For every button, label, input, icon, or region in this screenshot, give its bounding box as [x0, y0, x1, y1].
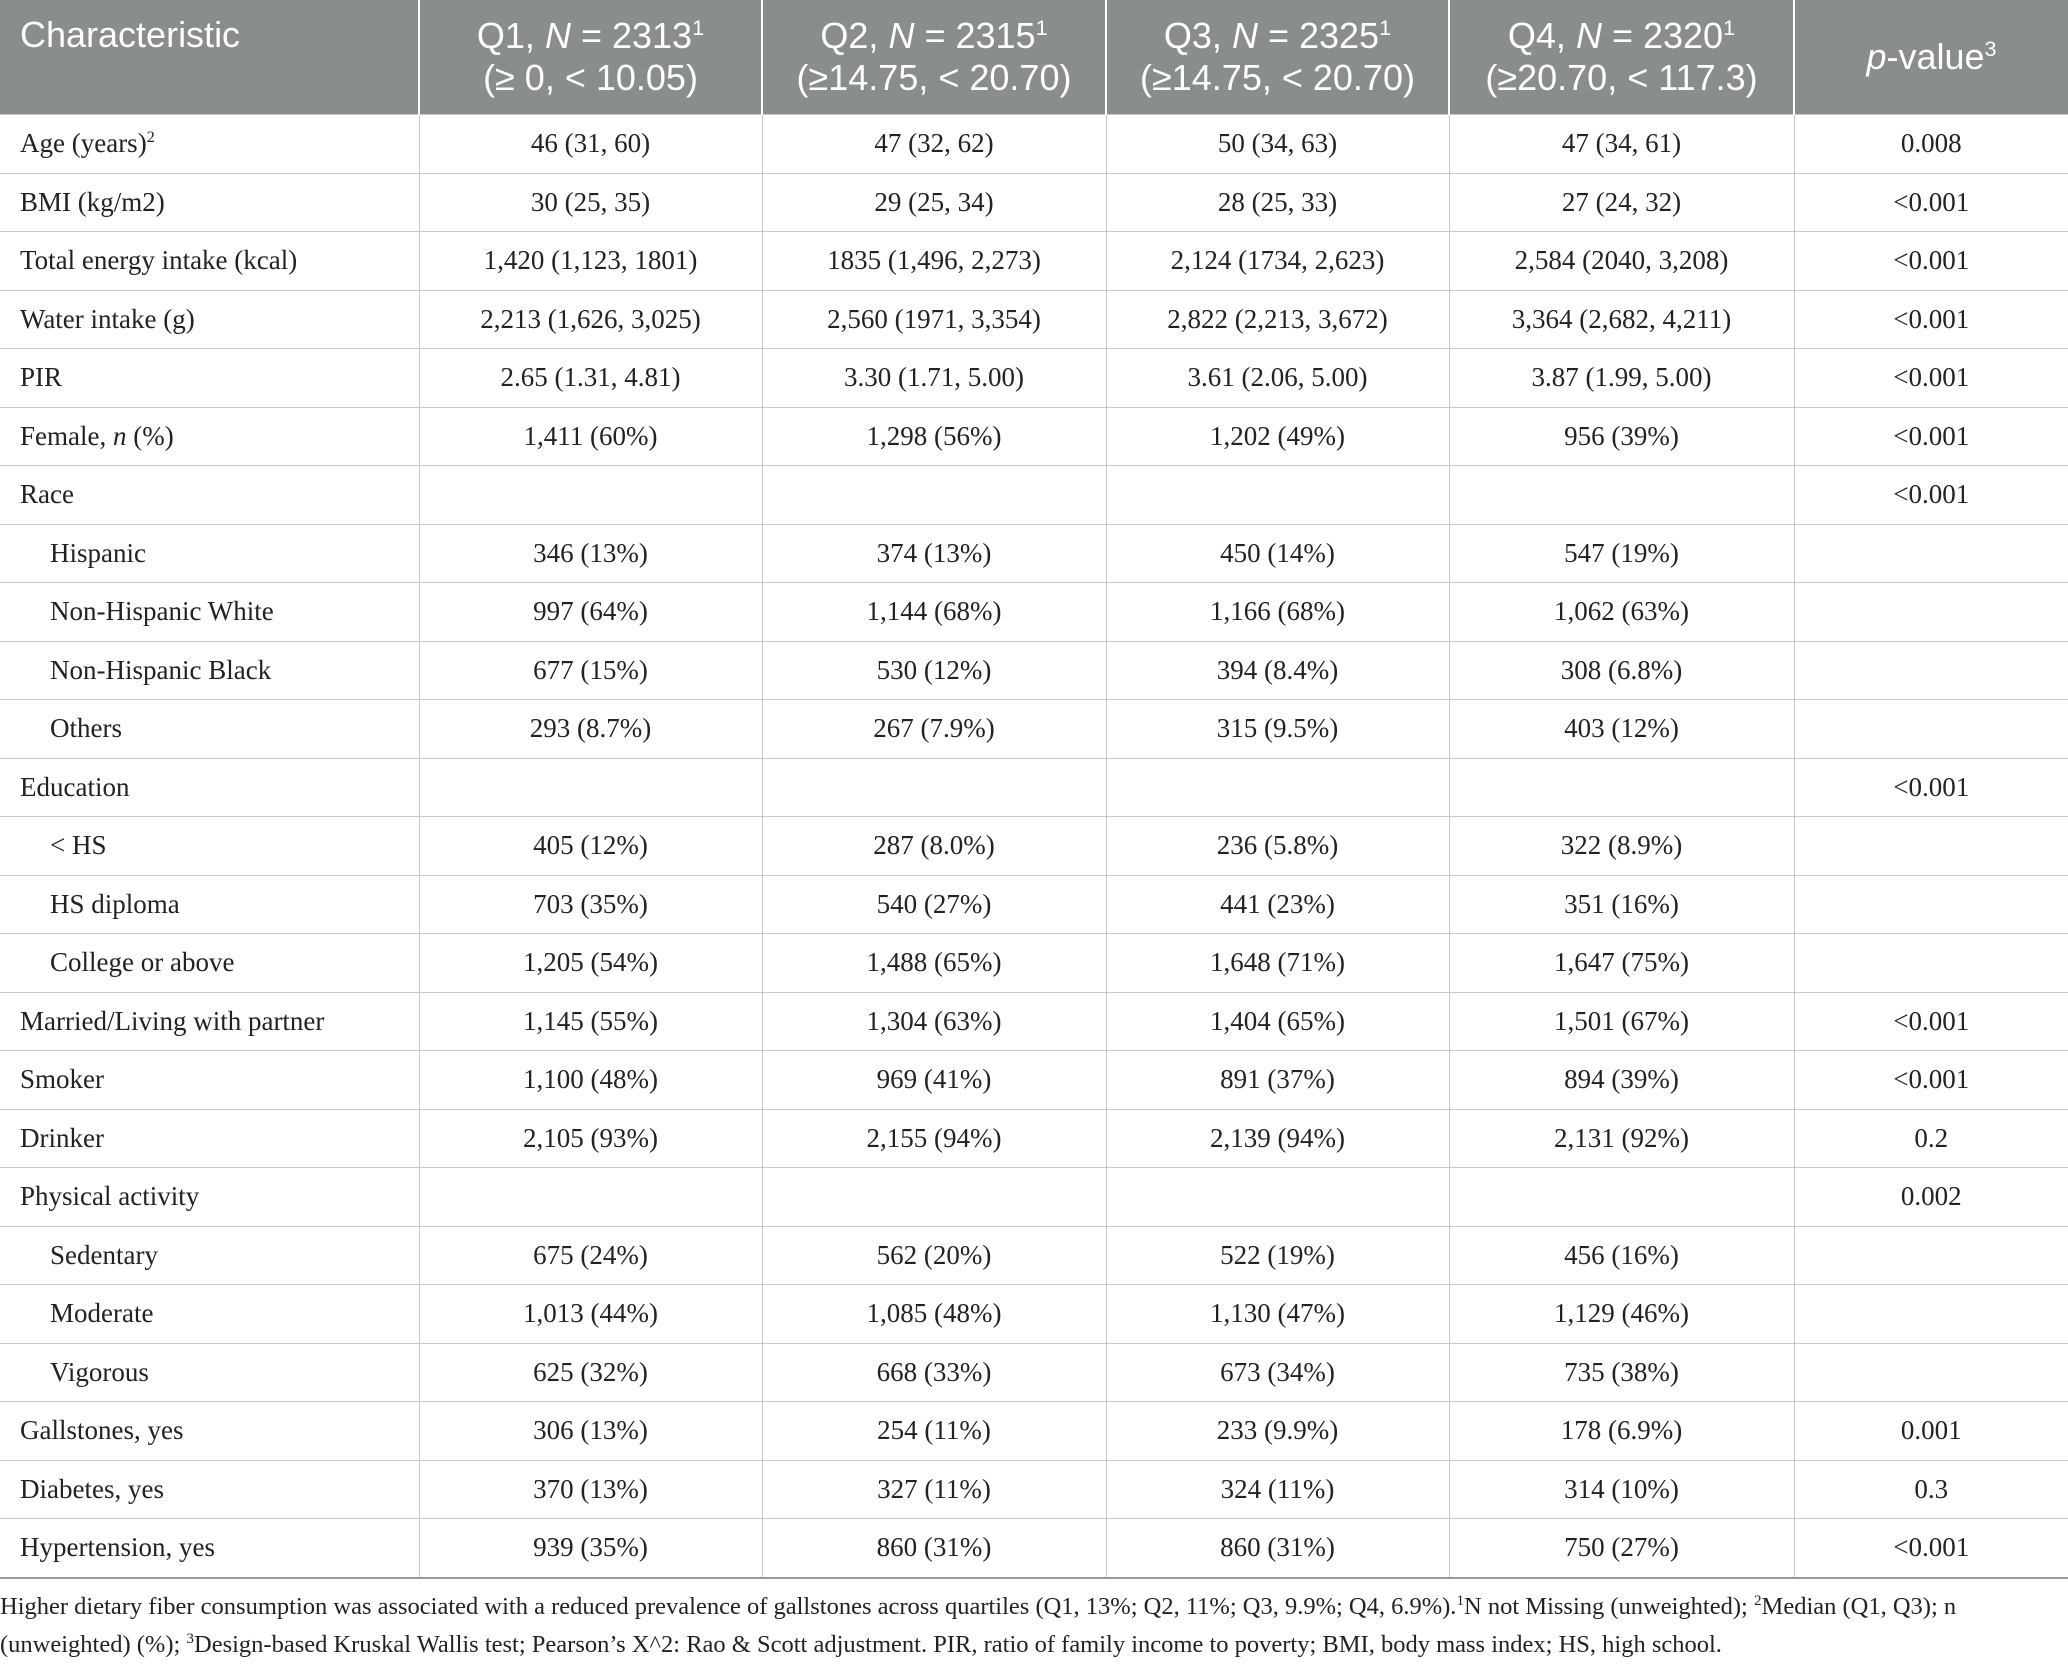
header-q3-title-text: Q3, [1163, 15, 1232, 56]
p-value-cell [1794, 875, 2068, 934]
q4-value-cell [1449, 466, 1794, 525]
row-label: < HS [50, 830, 107, 861]
q4-value-cell [1449, 1168, 1794, 1227]
p-value-cell: <0.001 [1794, 173, 2068, 232]
q1-value-cell: 2.65 (1.31, 4.81) [419, 349, 762, 408]
q3-value-cell: 315 (9.5%) [1106, 700, 1449, 759]
row-label: Education [20, 771, 130, 802]
q1-value-cell: 370 (13%) [419, 1460, 762, 1519]
row-label: Smoker [20, 1064, 104, 1095]
p-value-cell [1794, 700, 2068, 759]
header-q1-sup: 1 [692, 15, 705, 40]
q3-value-cell: 860 (31%) [1106, 1519, 1449, 1578]
row-label: Vigorous [50, 1356, 149, 1387]
q2-value-cell: 3.30 (1.71, 5.00) [762, 349, 1106, 408]
q1-value-cell: 1,420 (1,123, 1801) [419, 232, 762, 291]
p-value-cell: <0.001 [1794, 758, 2068, 817]
header-p-value [1794, 0, 2068, 115]
q1-value-cell: 405 (12%) [419, 817, 762, 876]
q3-value-cell: 233 (9.9%) [1106, 1402, 1449, 1461]
q1-value-cell: 1,100 (48%) [419, 1051, 762, 1110]
q4-value-cell: 47 (34, 61) [1449, 115, 1794, 174]
header-q4-sup: 1 [1723, 15, 1736, 40]
q1-value-cell [419, 1168, 762, 1227]
row-label-cell [0, 1168, 419, 1227]
header-q4-title [1450, 15, 1793, 57]
row-label-cell [0, 875, 419, 934]
p-value-cell [1794, 583, 2068, 642]
q2-value-cell: 530 (12%) [762, 641, 1106, 700]
q2-value-cell: 540 (27%) [762, 875, 1106, 934]
q3-value-cell: 2,822 (2,213, 3,672) [1106, 290, 1449, 349]
table-row [0, 1051, 2068, 1110]
header-q1-range: (≥ 0, < 10.05) [483, 57, 698, 98]
p-value-cell: 0.002 [1794, 1168, 2068, 1227]
table-row [0, 466, 2068, 525]
row-label-cell [0, 700, 419, 759]
p-value-cell: 0.3 [1794, 1460, 2068, 1519]
q3-value-cell [1106, 1168, 1449, 1227]
q4-value-cell: 750 (27%) [1449, 1519, 1794, 1578]
q4-value-cell: 2,584 (2040, 3,208) [1449, 232, 1794, 291]
header-q2-n: N [888, 15, 915, 56]
row-label-cell [0, 466, 419, 525]
q3-value-cell: 522 (19%) [1106, 1226, 1449, 1285]
row-label-cell [0, 173, 419, 232]
p-value-cell [1794, 1285, 2068, 1344]
q4-value-cell: 2,131 (92%) [1449, 1109, 1794, 1168]
header-q3-title [1107, 15, 1448, 57]
table-row [0, 1168, 2068, 1227]
q2-value-cell: 2,560 (1971, 3,354) [762, 290, 1106, 349]
q1-value-cell: 293 (8.7%) [419, 700, 762, 759]
q1-value-cell: 1,411 (60%) [419, 407, 762, 466]
header-q4-n-value: = 2320 [1601, 15, 1724, 56]
row-label-superscript: 2 [146, 128, 155, 147]
footnote-sup-1: 1 [1456, 1591, 1465, 1609]
table-body [0, 115, 2068, 1578]
row-label-cell [0, 1226, 419, 1285]
footnote-text-3: Design-based Kruskal Wallis test; Pearson’s X^2: Rao & Scott adjustment. PIR, ratio of family income to poverty; BMI, body mass index; HS, high school. [194, 1631, 1722, 1658]
row-label: Sedentary [50, 1239, 158, 1270]
p-value-cell: 0.008 [1794, 115, 2068, 174]
table-row [0, 349, 2068, 408]
q3-value-cell: 394 (8.4%) [1106, 641, 1449, 700]
table-row [0, 1285, 2068, 1344]
q1-value-cell: 1,145 (55%) [419, 992, 762, 1051]
row-label-cell [0, 934, 419, 993]
q4-value-cell: 1,062 (63%) [1449, 583, 1794, 642]
q3-value-cell: 2,139 (94%) [1106, 1109, 1449, 1168]
header-q1-n: N [544, 15, 571, 56]
row-label-cell [0, 407, 419, 466]
q4-value-cell: 3,364 (2,682, 4,211) [1449, 290, 1794, 349]
q1-value-cell: 346 (13%) [419, 524, 762, 583]
q3-value-cell: 324 (11%) [1106, 1460, 1449, 1519]
q3-value-cell: 28 (25, 33) [1106, 173, 1449, 232]
q3-value-cell: 1,202 (49%) [1106, 407, 1449, 466]
header-q3-sup: 1 [1379, 15, 1392, 40]
row-label: Married/Living with partner [20, 1005, 325, 1036]
q3-value-cell: 450 (14%) [1106, 524, 1449, 583]
header-q3-n: N [1231, 15, 1258, 56]
q4-value-cell: 27 (24, 32) [1449, 173, 1794, 232]
table-row [0, 1402, 2068, 1461]
p-value-cell: <0.001 [1794, 1519, 2068, 1578]
row-label: Drinker [20, 1122, 104, 1153]
q4-value-cell: 403 (12%) [1449, 700, 1794, 759]
p-value-cell [1794, 817, 2068, 876]
footnote-sup-3: 3 [186, 1629, 194, 1647]
q2-value-cell: 287 (8.0%) [762, 817, 1106, 876]
q3-value-cell: 673 (34%) [1106, 1343, 1449, 1402]
header-q3-n-value: = 2325 [1257, 15, 1380, 56]
q2-value-cell: 860 (31%) [762, 1519, 1106, 1578]
footnote-main-text: Higher dietary fiber consumption was associated with a reduced prevalence of gallstones across quartiles (Q1, 13%; Q2, 11%; Q3, 9.9%; Q4, 6.9%). [0, 1593, 1457, 1620]
header-row [0, 0, 2068, 115]
row-label: Non-Hispanic White [50, 596, 274, 627]
header-q1 [419, 0, 762, 115]
q2-value-cell [762, 466, 1106, 525]
p-value-cell: 0.001 [1794, 1402, 2068, 1461]
q2-value-cell: 1,304 (63%) [762, 992, 1106, 1051]
q1-value-cell: 677 (15%) [419, 641, 762, 700]
header-q2-sup: 1 [1035, 15, 1048, 40]
row-label: Total energy intake (kcal) [20, 245, 298, 276]
q2-value-cell: 29 (25, 34) [762, 173, 1106, 232]
row-label: Hispanic [50, 537, 146, 568]
header-characteristic [0, 0, 419, 115]
q2-value-cell: 1,144 (68%) [762, 583, 1106, 642]
header-q2 [762, 0, 1106, 115]
q4-value-cell: 322 (8.9%) [1449, 817, 1794, 876]
q2-value-cell: 668 (33%) [762, 1343, 1106, 1402]
row-label: Moderate [50, 1298, 154, 1329]
table-row [0, 232, 2068, 291]
row-label-cell [0, 1343, 419, 1402]
table-row [0, 407, 2068, 466]
q1-value-cell: 1,205 (54%) [419, 934, 762, 993]
row-label-suffix: (%) [126, 420, 174, 451]
q2-value-cell: 267 (7.9%) [762, 700, 1106, 759]
row-label: Race [20, 479, 74, 510]
p-value-cell: <0.001 [1794, 992, 2068, 1051]
q2-value-cell: 1,085 (48%) [762, 1285, 1106, 1344]
header-q1-n-value: = 2313 [570, 15, 693, 56]
row-label: Diabetes, yes [20, 1473, 164, 1504]
row-label-cell [0, 641, 419, 700]
q4-value-cell: 3.87 (1.99, 5.00) [1449, 349, 1794, 408]
row-label: Non-Hispanic Black [50, 654, 272, 685]
q4-value-cell: 1,647 (75%) [1449, 934, 1794, 993]
footnote-sup-2: 2 [1753, 1591, 1762, 1609]
p-value-cell [1794, 1226, 2068, 1285]
q3-value-cell: 441 (23%) [1106, 875, 1449, 934]
q3-value-cell: 1,130 (47%) [1106, 1285, 1449, 1344]
q3-value-cell: 50 (34, 63) [1106, 115, 1449, 174]
table-row [0, 992, 2068, 1051]
q1-value-cell [419, 758, 762, 817]
p-value-cell: <0.001 [1794, 232, 2068, 291]
p-value-cell [1794, 1343, 2068, 1402]
table-row [0, 934, 2068, 993]
q2-value-cell [762, 758, 1106, 817]
q2-value-cell: 562 (20%) [762, 1226, 1106, 1285]
header-q4-n: N [1575, 15, 1602, 56]
row-label-cell [0, 1519, 419, 1578]
table-row [0, 1460, 2068, 1519]
q3-value-cell: 1,404 (65%) [1106, 992, 1449, 1051]
header-p-italic: p [1866, 36, 1887, 77]
p-value-cell [1794, 934, 2068, 993]
header-q4-title-text: Q4, [1507, 15, 1576, 56]
header-q2-range: (≥14.75, < 20.70) [796, 57, 1072, 98]
q4-value-cell: 956 (39%) [1449, 407, 1794, 466]
q4-value-cell: 547 (19%) [1449, 524, 1794, 583]
header-q2-title-text: Q2, [820, 15, 889, 56]
q1-value-cell: 625 (32%) [419, 1343, 762, 1402]
footnote-text-2: Median (Q1, Q3); n (unweighted) (%); [0, 1593, 1957, 1658]
q2-value-cell: 969 (41%) [762, 1051, 1106, 1110]
q4-value-cell: 1,501 (67%) [1449, 992, 1794, 1051]
row-label: Female, [20, 420, 113, 451]
q2-value-cell: 327 (11%) [762, 1460, 1106, 1519]
row-label: Gallstones, yes [20, 1415, 184, 1446]
header-p-rest: -value [1886, 36, 1985, 77]
q1-value-cell: 997 (64%) [419, 583, 762, 642]
row-label-cell [0, 115, 419, 174]
q4-value-cell: 178 (6.9%) [1449, 1402, 1794, 1461]
q3-value-cell: 1,166 (68%) [1106, 583, 1449, 642]
table-row [0, 290, 2068, 349]
q4-value-cell [1449, 758, 1794, 817]
q2-value-cell [762, 1168, 1106, 1227]
q3-value-cell: 236 (5.8%) [1106, 817, 1449, 876]
p-value-cell: <0.001 [1794, 407, 2068, 466]
row-label: PIR [20, 362, 63, 393]
header-q3-range: (≥14.75, < 20.70) [1140, 57, 1415, 98]
p-value-cell: <0.001 [1794, 466, 2068, 525]
row-label-cell [0, 1109, 419, 1168]
p-value-cell [1794, 641, 2068, 700]
table-row [0, 758, 2068, 817]
q2-value-cell: 1835 (1,496, 2,273) [762, 232, 1106, 291]
row-label-cell [0, 1402, 419, 1461]
row-label-cell [0, 817, 419, 876]
q4-value-cell: 314 (10%) [1449, 1460, 1794, 1519]
row-label: Physical activity [20, 1181, 200, 1212]
q4-value-cell: 894 (39%) [1449, 1051, 1794, 1110]
q4-value-cell: 735 (38%) [1449, 1343, 1794, 1402]
p-value-cell: <0.001 [1794, 290, 2068, 349]
header-p-sup: 3 [1984, 36, 1997, 61]
table-row [0, 1343, 2068, 1402]
row-label: Others [50, 713, 122, 744]
q3-value-cell [1106, 758, 1449, 817]
q3-value-cell: 3.61 (2.06, 5.00) [1106, 349, 1449, 408]
header-q4-range: (≥20.70, < 117.3) [1485, 57, 1758, 98]
header-characteristic-label: Characteristic [20, 14, 241, 55]
q2-value-cell: 1,298 (56%) [762, 407, 1106, 466]
p-value-cell: <0.001 [1794, 1051, 2068, 1110]
q4-value-cell: 351 (16%) [1449, 875, 1794, 934]
table-row [0, 817, 2068, 876]
q3-value-cell: 2,124 (1734, 2,623) [1106, 232, 1449, 291]
row-label: Hypertension, yes [20, 1532, 215, 1563]
table-row [0, 583, 2068, 642]
q1-value-cell: 939 (35%) [419, 1519, 762, 1578]
q1-value-cell: 1,013 (44%) [419, 1285, 762, 1344]
header-q3 [1106, 0, 1449, 115]
q1-value-cell: 2,213 (1,626, 3,025) [419, 290, 762, 349]
q2-value-cell: 374 (13%) [762, 524, 1106, 583]
row-label-cell [0, 524, 419, 583]
row-label-cell [0, 232, 419, 291]
table-row [0, 173, 2068, 232]
p-value-cell [1794, 524, 2068, 583]
row-label-cell [0, 583, 419, 642]
q1-value-cell: 2,105 (93%) [419, 1109, 762, 1168]
footnote-text-1: N not Missing (unweighted); [1464, 1593, 1754, 1620]
q1-value-cell: 30 (25, 35) [419, 173, 762, 232]
row-label-cell [0, 992, 419, 1051]
q4-value-cell: 308 (6.8%) [1449, 641, 1794, 700]
row-label-cell [0, 1460, 419, 1519]
row-label: Age (years) [20, 128, 147, 159]
table-row [0, 1109, 2068, 1168]
table-row [0, 641, 2068, 700]
row-label-cell [0, 758, 419, 817]
q1-value-cell: 703 (35%) [419, 875, 762, 934]
q1-value-cell: 46 (31, 60) [419, 115, 762, 174]
q2-value-cell: 2,155 (94%) [762, 1109, 1106, 1168]
table-footnote [0, 1588, 2058, 1664]
table-row [0, 875, 2068, 934]
header-q1-title [420, 15, 761, 57]
q4-value-cell: 456 (16%) [1449, 1226, 1794, 1285]
q3-value-cell [1106, 466, 1449, 525]
header-q4 [1449, 0, 1794, 115]
row-label-cell [0, 290, 419, 349]
table-row [0, 524, 2068, 583]
q2-value-cell: 1,488 (65%) [762, 934, 1106, 993]
row-label-italic: n [112, 420, 127, 451]
p-value-cell: 0.2 [1794, 1109, 2068, 1168]
q1-value-cell: 306 (13%) [419, 1402, 762, 1461]
table-header [0, 0, 2068, 115]
q4-value-cell: 1,129 (46%) [1449, 1285, 1794, 1344]
row-label: HS diploma [50, 888, 180, 919]
table-row [0, 700, 2068, 759]
table-row [0, 1226, 2068, 1285]
q1-value-cell: 675 (24%) [419, 1226, 762, 1285]
q2-value-cell: 254 (11%) [762, 1402, 1106, 1461]
row-label: College or above [50, 947, 235, 978]
row-label: BMI (kg/m2) [20, 186, 165, 217]
q3-value-cell: 1,648 (71%) [1106, 934, 1449, 993]
header-q2-n-value: = 2315 [914, 15, 1036, 56]
table-row [0, 115, 2068, 174]
q3-value-cell: 891 (37%) [1106, 1051, 1449, 1110]
header-q1-title-text: Q1, [476, 15, 545, 56]
p-value-cell: <0.001 [1794, 349, 2068, 408]
row-label-cell [0, 1051, 419, 1110]
q2-value-cell: 47 (32, 62) [762, 115, 1106, 174]
table-row [0, 1519, 2068, 1578]
q1-value-cell [419, 466, 762, 525]
row-label-cell [0, 349, 419, 408]
header-q2-title [763, 15, 1105, 57]
row-label: Water intake (g) [20, 303, 195, 334]
row-label-cell [0, 1285, 419, 1344]
